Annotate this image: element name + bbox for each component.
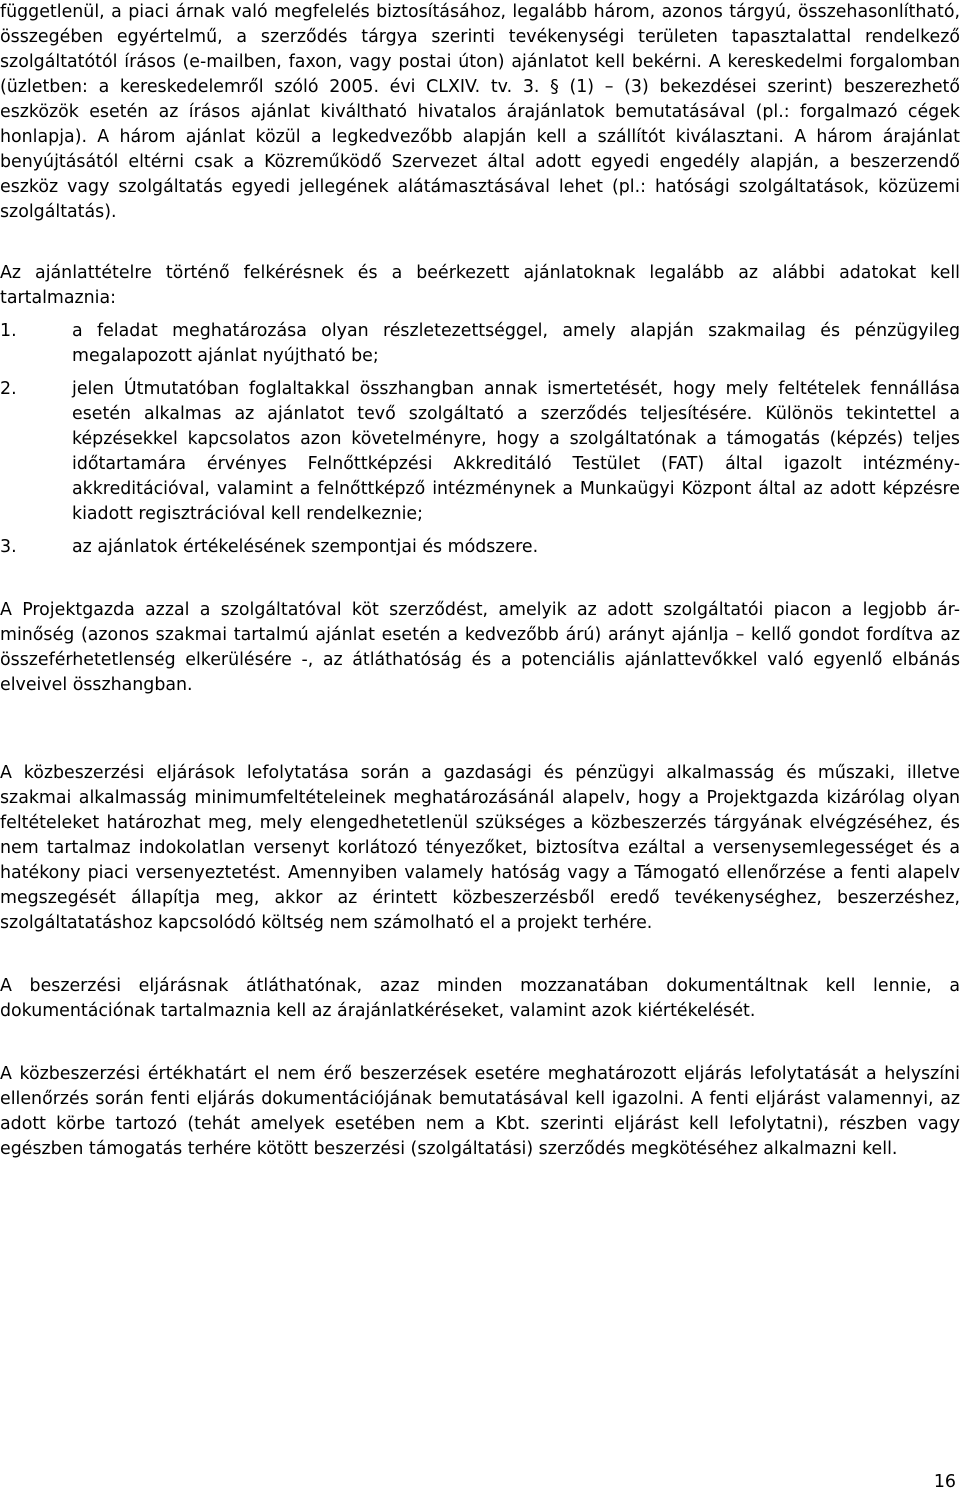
offer-requirements-list <box>0 319 960 560</box>
page-number: 16 <box>933 1472 956 1492</box>
paragraph-public-procurement: A közbeszerzési eljárások lefolytatása során a gazdasági és pénzügyi alkalmasság és műszaki, illetve szakmai alkalmasság minimumfeltételeinek meghatározásánál alapelv, hogy a Projektgazda kizárólag olyan feltételeket határozhat meg, mely elengedhetetlenül szükséges a közbeszerzés tárgyának elvégzéséhez, és nem tartalmaz indokolatlan versenyt korlátozó tényezőket, biztosítva ezáltal a versenysemlegességet és a hatékony piaci versenyeztetést. Amennyiben valamely hatóság vagy a Támogató ellenőrzése a fenti alapelv megszegését állapítja meg, akkor az érintett közbeszerzésből eredő tevékenységhez, beszerzéshez, szolgáltatatáshoz kapcsolódó költség nem számolható el a projekt terhére. <box>0 763 960 933</box>
list-item-number: 3. <box>0 537 17 557</box>
paragraph-below-threshold: A közbeszerzési értékhatárt el nem érő beszerzések esetére meghatározott eljárás lefolytatását a helyszíni ellenőrzés során fenti eljárás dokumentációjának bemutatásával kell igazolni. A fenti eljárást valamennyi, az adott körbe tartozó (tehát amelyek esetében nem a Kbt. szerinti eljárást kell lefolytatni), részben vagy egészben támogatás terhére kötött beszerzési (szolgáltatási) szerződés megkötéséhez alkalmazni kell. <box>0 1064 960 1159</box>
list-item <box>0 319 960 369</box>
list-item-number: 1. <box>0 321 17 341</box>
list-item-text: az ajánlatok értékelésének szempontjai és módszere. <box>72 537 539 557</box>
paragraph-contractor-selection: A Projektgazda azzal a szolgáltatóval köt szerződést, amelyik az adott szolgáltatói piacon a legjobb ár-minőség (azonos szakmai tartalmú ajánlat esetén a kedvezőbb árú) arányt ajánlja – kellő gondot fordítva az összeférhetetlenség elkerülésére -, az átláthatóság és a potenciális ajánlattevőkkel való egyenlő elbánás elveivel összhangban. <box>0 600 960 695</box>
list-item <box>0 535 960 560</box>
list-item <box>0 377 960 527</box>
list-item-text: jelen Útmutatóban foglaltakkal összhangban annak ismertetését, hogy mely feltételek fennállása esetén alkalmas az ajánlatot tevő szolgáltató a szerződés teljesítésére. Különös tekintettel a képzésekkel kapcsolatos azon követelményre, hogy a szolgáltatónak a támogatás (képzés) teljes időtartamára érvényes Felnőttképzési Akkreditáló Testület (FAT) által igazolt intézmény-akkreditációval, valamint a felnőttképző intézménynek a Munkaügyi Központ által az adott képzésre kiadott regisztrációval kell rendelkeznie; <box>72 379 960 524</box>
paragraph-transparency: A beszerzési eljárásnak átláthatónak, azaz minden mozzanatában dokumentáltnak kell lennie, a dokumentációnak tartalmaznia kell az árajánlatkéréseket, valamint azok kiértékelését. <box>0 976 960 1021</box>
list-item-text: a feladat meghatározása olyan részletezettséggel, amely alapján szakmailag és pénzügyileg megalapozott ajánlat nyújtható be; <box>72 321 960 366</box>
list-item-number: 2. <box>0 379 17 399</box>
paragraph-price-offers: függetlenül, a piaci árnak való megfelelés biztosításához, legalább három, azonos tárgyú, összehasonlítható, összegében egyértelmű, a szerződés tárgya szerinti tevékenységi területen tapasztalattal rendelkező szolgáltatótól írásos (e-mailben, faxon, vagy postai úton) ajánlatot kell bekérni. A kereskedelmi forgalomban (üzletben: a kereskedelemről szóló 2005. évi CLXIV. tv. 3. § (1) – (3) bekezdései szerint) beszerezhető eszközök esetén az írásos ajánlat kiváltható hivatalos árajánlatok bemutatásával (pl.: forgalmazó cégek honlapja). A három ajánlat közül a legkedvezőbb alapján kell a szállítót kiválasztani. A három árajánlat benyújtásától eltérni csak a Közreműködő Szervezet által adott egyedi engedély alapján, a beszerzendő eszköz vagy szolgáltatás egyedi jellegének alátámasztásával lehet (pl.: hatósági szolgáltatások, közüzemi szolgáltatás). <box>0 2 960 222</box>
paragraph-offer-requirements-intro: Az ajánlattételre történő felkérésnek és a beérkezett ajánlatoknak legalább az alábbi adatokat kell tartalmaznia: <box>0 263 960 308</box>
